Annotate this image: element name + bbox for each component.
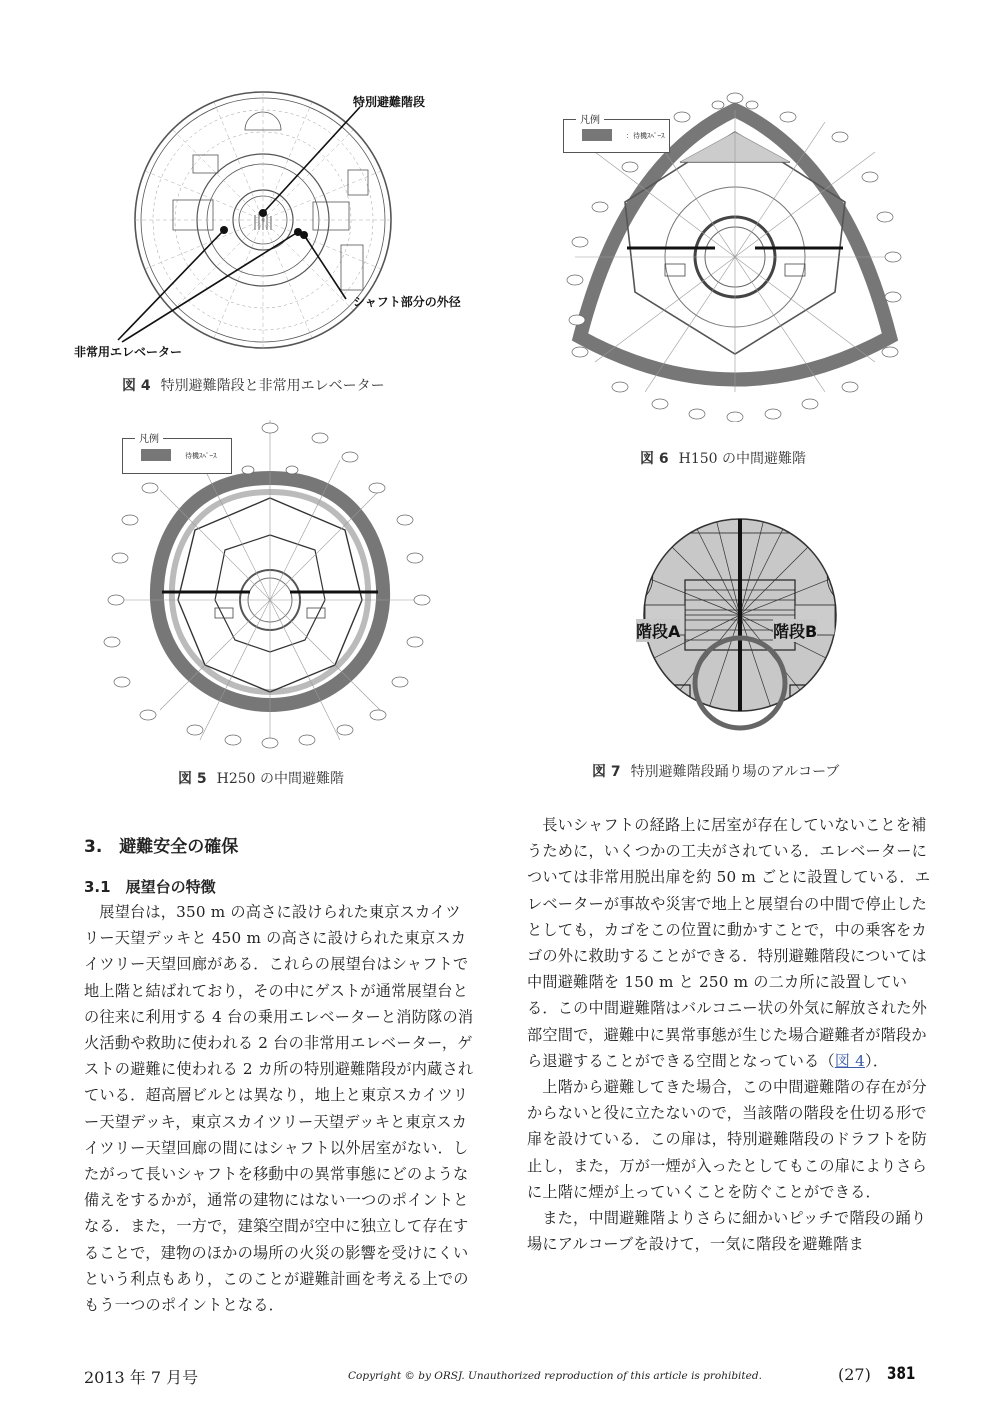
paragraph-shaft-text: 長いシャフトの経路上に居室が存在していないことを補うために，いくつかの工夫がされている．エレベーターについては非常用脱出扉を約 50 m ごとに設置している．エレベーターが事故や災害で地上と展望台の中間で停止したとしても，カゴをこの位置に動かすことで，中の乗客をカゴの外に救助することができる．特別避難階段については中間避難階を 150 m と 250 m の二カ所に設置している．この中間避難階はバルコニー状の外気に解放された外部空間で，避難中に異常事態が生じた場合避難者が階段から退避することができる空間となっている（	[527, 816, 931, 1070]
callout-shaft-diameter: シャフト部分の外径	[353, 295, 461, 309]
paragraph-alcove: また，中間避難階よりさらに細かいピッチで階段の踊り場にアルコーブを設けて，一気に階段を避難階ま	[527, 1209, 927, 1254]
footer-issue: 2013 年 7 月号	[84, 1368, 199, 1387]
callout-special-stairs: 特別避難階段	[353, 95, 426, 109]
stair-a-label: 階段A	[636, 619, 680, 642]
figure-7-landing-plan	[590, 505, 890, 750]
figure-7	[590, 505, 890, 785]
section-heading: 3. 避難安全の確保	[84, 837, 239, 857]
right-column	[527, 812, 935, 1350]
paragraph-shaft-end: ）．	[865, 1051, 889, 1070]
figure-5-legend-swatch	[141, 449, 171, 461]
figure-5-legend	[122, 434, 232, 474]
figure-6-legend-swatch	[582, 129, 612, 141]
figure-4-caption	[122, 375, 385, 395]
figure-6-legend-title: 凡例	[576, 111, 604, 126]
figure-4	[60, 85, 500, 395]
figure-7-label: 図 7	[592, 764, 621, 780]
figure-4-label: 図 4	[122, 378, 151, 394]
figure-6-caption	[640, 448, 806, 468]
footer-page-number: 381	[887, 1364, 916, 1384]
subsection-heading: 3.1 展望台の特徴	[84, 878, 216, 896]
figure-5	[100, 420, 470, 795]
figure-6-title: H150 の中間避難階	[678, 451, 807, 467]
figure-4-floor-plan	[60, 85, 500, 355]
paragraph-observation-decks: 展望台は，350 m の高さに設けられた東京スカイツリー天望デッキと 450 m の高さに設けられた東京スカイツリー天望回廊がある．これらの展望台はシャフトで地上階と結ばれており，その中にゲストが通常展望台との往来に利用する 4 台の乗用エレベーターと消防隊の消火活動や救助に使われる 2 台の非常用エレベーター，ゲストの避難に使われる 2 カ所の特別避難階段が内蔵されている．超高層ビルとは異なり，地上と東京スカイツリー天望デッキ，東京スカイツリー天望デッキと東京スカイツリー天望回廊の間にはシャフト以外居室がない．したがって長いシャフトを移動中の異常事態にどのような備えをするかが，通常の建物にはない一つのポイントとなる．また，一方で，建築空間が空中に独立して存在することで，建物のほかの場所の火災の影響を受けにくいという利点もあり，このことが避難計画を考える上でのもう一つのポイントとなる．	[84, 903, 474, 1315]
stair-b-label: 階段B	[773, 619, 817, 642]
footer-internal-page: (27)	[838, 1365, 871, 1384]
paragraph-shaft-measures	[527, 812, 935, 1074]
figure-6-legend	[563, 115, 670, 153]
figure-7-caption	[592, 761, 839, 781]
left-column	[84, 899, 476, 1349]
figure-5-caption	[178, 768, 344, 788]
figure-5-title: H250 の中間避難階	[216, 771, 345, 787]
figure-6	[555, 92, 915, 472]
figure-5-legend-text: 待機ｽﾍﾟｰｽ	[185, 452, 217, 460]
figure-6-legend-text: ：待機ｽﾍﾟｰｽ	[626, 132, 665, 140]
footer-copyright: Copyright © by ORSJ. Unauthorized reproduction of this article is prohibited.	[348, 1370, 762, 1382]
paragraph-doors: 上階から避難してきた場合，この中間避難階の存在が分からないと役に立たないので，当該階の階段を仕切る形で扉を設けている．この扉は，特別避難階段のドラフトを防止し，また，万が一煙が入ったとしてもこの扉によりさらに上階に煙が上っていくことを防ぐことができる．	[527, 1078, 928, 1201]
figure-5-label: 図 5	[178, 771, 207, 787]
figure-4-link[interactable]: 図 4	[834, 1051, 866, 1070]
figure-5-legend-title: 凡例	[135, 430, 163, 445]
figure-6-label: 図 6	[640, 451, 669, 467]
figure-7-title: 特別避難階段踊り場のアルコーブ	[630, 764, 840, 780]
figure-4-title: 特別避難階段と非常用エレベーター	[160, 378, 385, 394]
callout-emergency-elevator: 非常用エレベーター	[74, 345, 183, 359]
